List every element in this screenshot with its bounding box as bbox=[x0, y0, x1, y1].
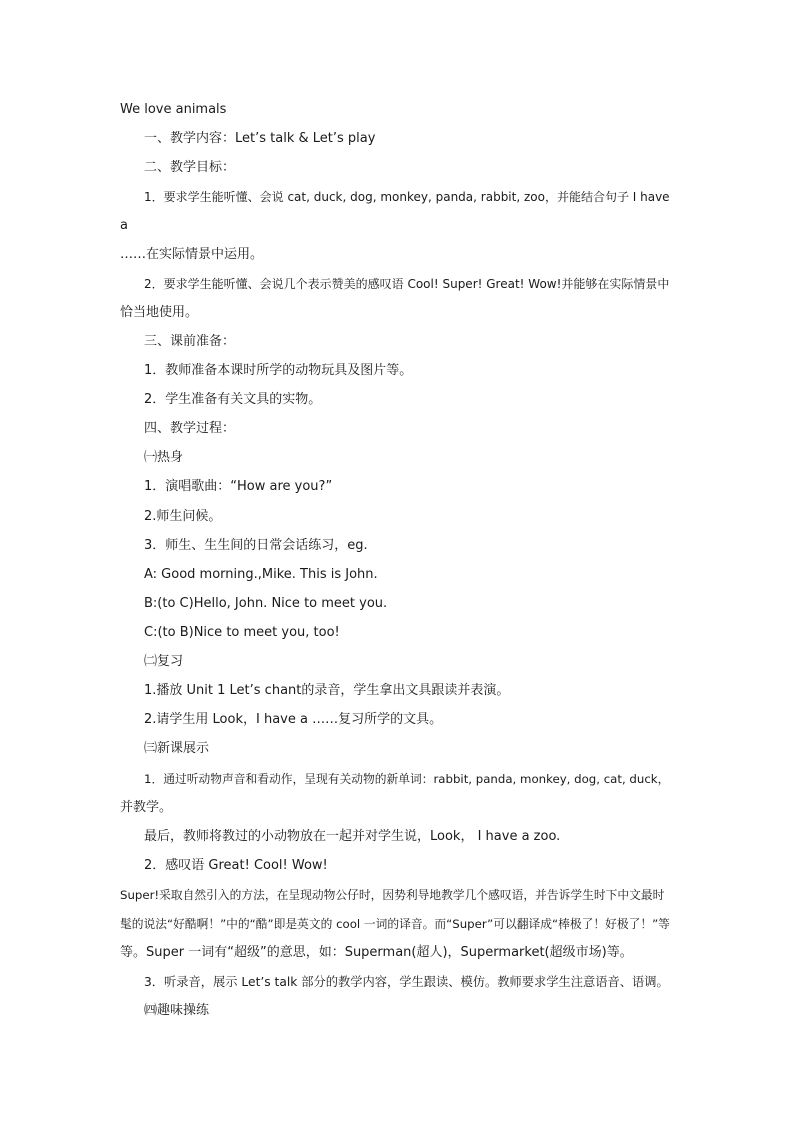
section-heading: 一、教学内容：Let’s talk & Let’s play bbox=[144, 131, 376, 146]
paragraph-line: 1．演唱歌曲：“How are you?” bbox=[144, 479, 333, 494]
dialogue-line: C:(to B)Nice to meet you, too! bbox=[144, 625, 340, 640]
paragraph-line: 最后，教师将教过的小动物放在一起并对学生说，Look， I have a zoo. bbox=[144, 829, 561, 844]
paragraph-line: 1．教师准备本课时所学的动物玩具及图片等。 bbox=[144, 363, 413, 378]
subsection-heading: ㈡复习 bbox=[144, 654, 184, 669]
document-title: We love animals bbox=[120, 102, 227, 117]
paragraph-line: 2．感叹语 Great! Cool! Wow! bbox=[144, 858, 328, 873]
paragraph-line: 3．听录音，展示 Let’s talk 部分的教学内容，学生跟读、模仿。教师要求学生注意语音、语调。 bbox=[144, 975, 669, 989]
paragraph-line: 1．通过听动物声音和看动作，呈现有关动物的新单词：rabbit, panda, monkey, dog, cat, duck， bbox=[144, 772, 670, 786]
paragraph-line: 恰当地使用。 bbox=[120, 305, 199, 320]
paragraph-line: 3．师生、生生间的日常会话练习，eg. bbox=[144, 538, 368, 553]
dialogue-line: B:(to C)Hello, John. Nice to meet you. bbox=[144, 596, 388, 611]
section-heading: 二、教学目标： bbox=[144, 160, 236, 175]
subsection-heading: ㈠热身 bbox=[144, 450, 184, 465]
paragraph-line: 等。Super 一词有“超级”的意思，如：Superman(超人)，Supermarket(超级市场)等。 bbox=[120, 945, 633, 960]
paragraph-line: 髦的说法“好酷啊！”中的“酷”即是英文的 cool 一词的译音。而“Super”可以翻译成“棒极了！好极了！”等 bbox=[120, 917, 670, 931]
paragraph-line: ……在实际情景中运用。 bbox=[120, 247, 264, 262]
paragraph-line: a bbox=[120, 218, 128, 233]
subsection-heading: ㈣趣味操练 bbox=[144, 1003, 210, 1018]
section-heading: 三、课前准备： bbox=[144, 334, 236, 349]
paragraph-line: 2.请学生用 Look，I have a ……复习所学的文具。 bbox=[144, 712, 443, 727]
paragraph-line: Super!采取自然引入的方法，在呈现动物公仔时，因势利导地教学几个感叹语，并告诉学生时下中文最时 bbox=[120, 888, 665, 902]
paragraph-line: 2．学生准备有关文具的实物。 bbox=[144, 392, 322, 407]
dialogue-line: A: Good morning.,Mike. This is John. bbox=[144, 567, 378, 582]
subsection-heading: ㈢新课展示 bbox=[144, 741, 210, 756]
paragraph-line: 1.播放 Unit 1 Let’s chant的录音，学生拿出文具跟读并表演。 bbox=[144, 683, 510, 698]
paragraph-line: 并教学。 bbox=[120, 800, 173, 815]
section-heading: 四、教学过程： bbox=[144, 421, 236, 436]
paragraph-line: 2．要求学生能听懂、会说几个表示赞美的感叹语 Cool! Super! Great! Wow!并能够在实际情景中 bbox=[144, 277, 670, 291]
paragraph-line: 1．要求学生能听懂、会说 cat, duck, dog, monkey, panda, rabbit, zoo，并能结合句子 I have bbox=[144, 190, 670, 204]
paragraph-line: 2.师生问候。 bbox=[144, 509, 222, 524]
